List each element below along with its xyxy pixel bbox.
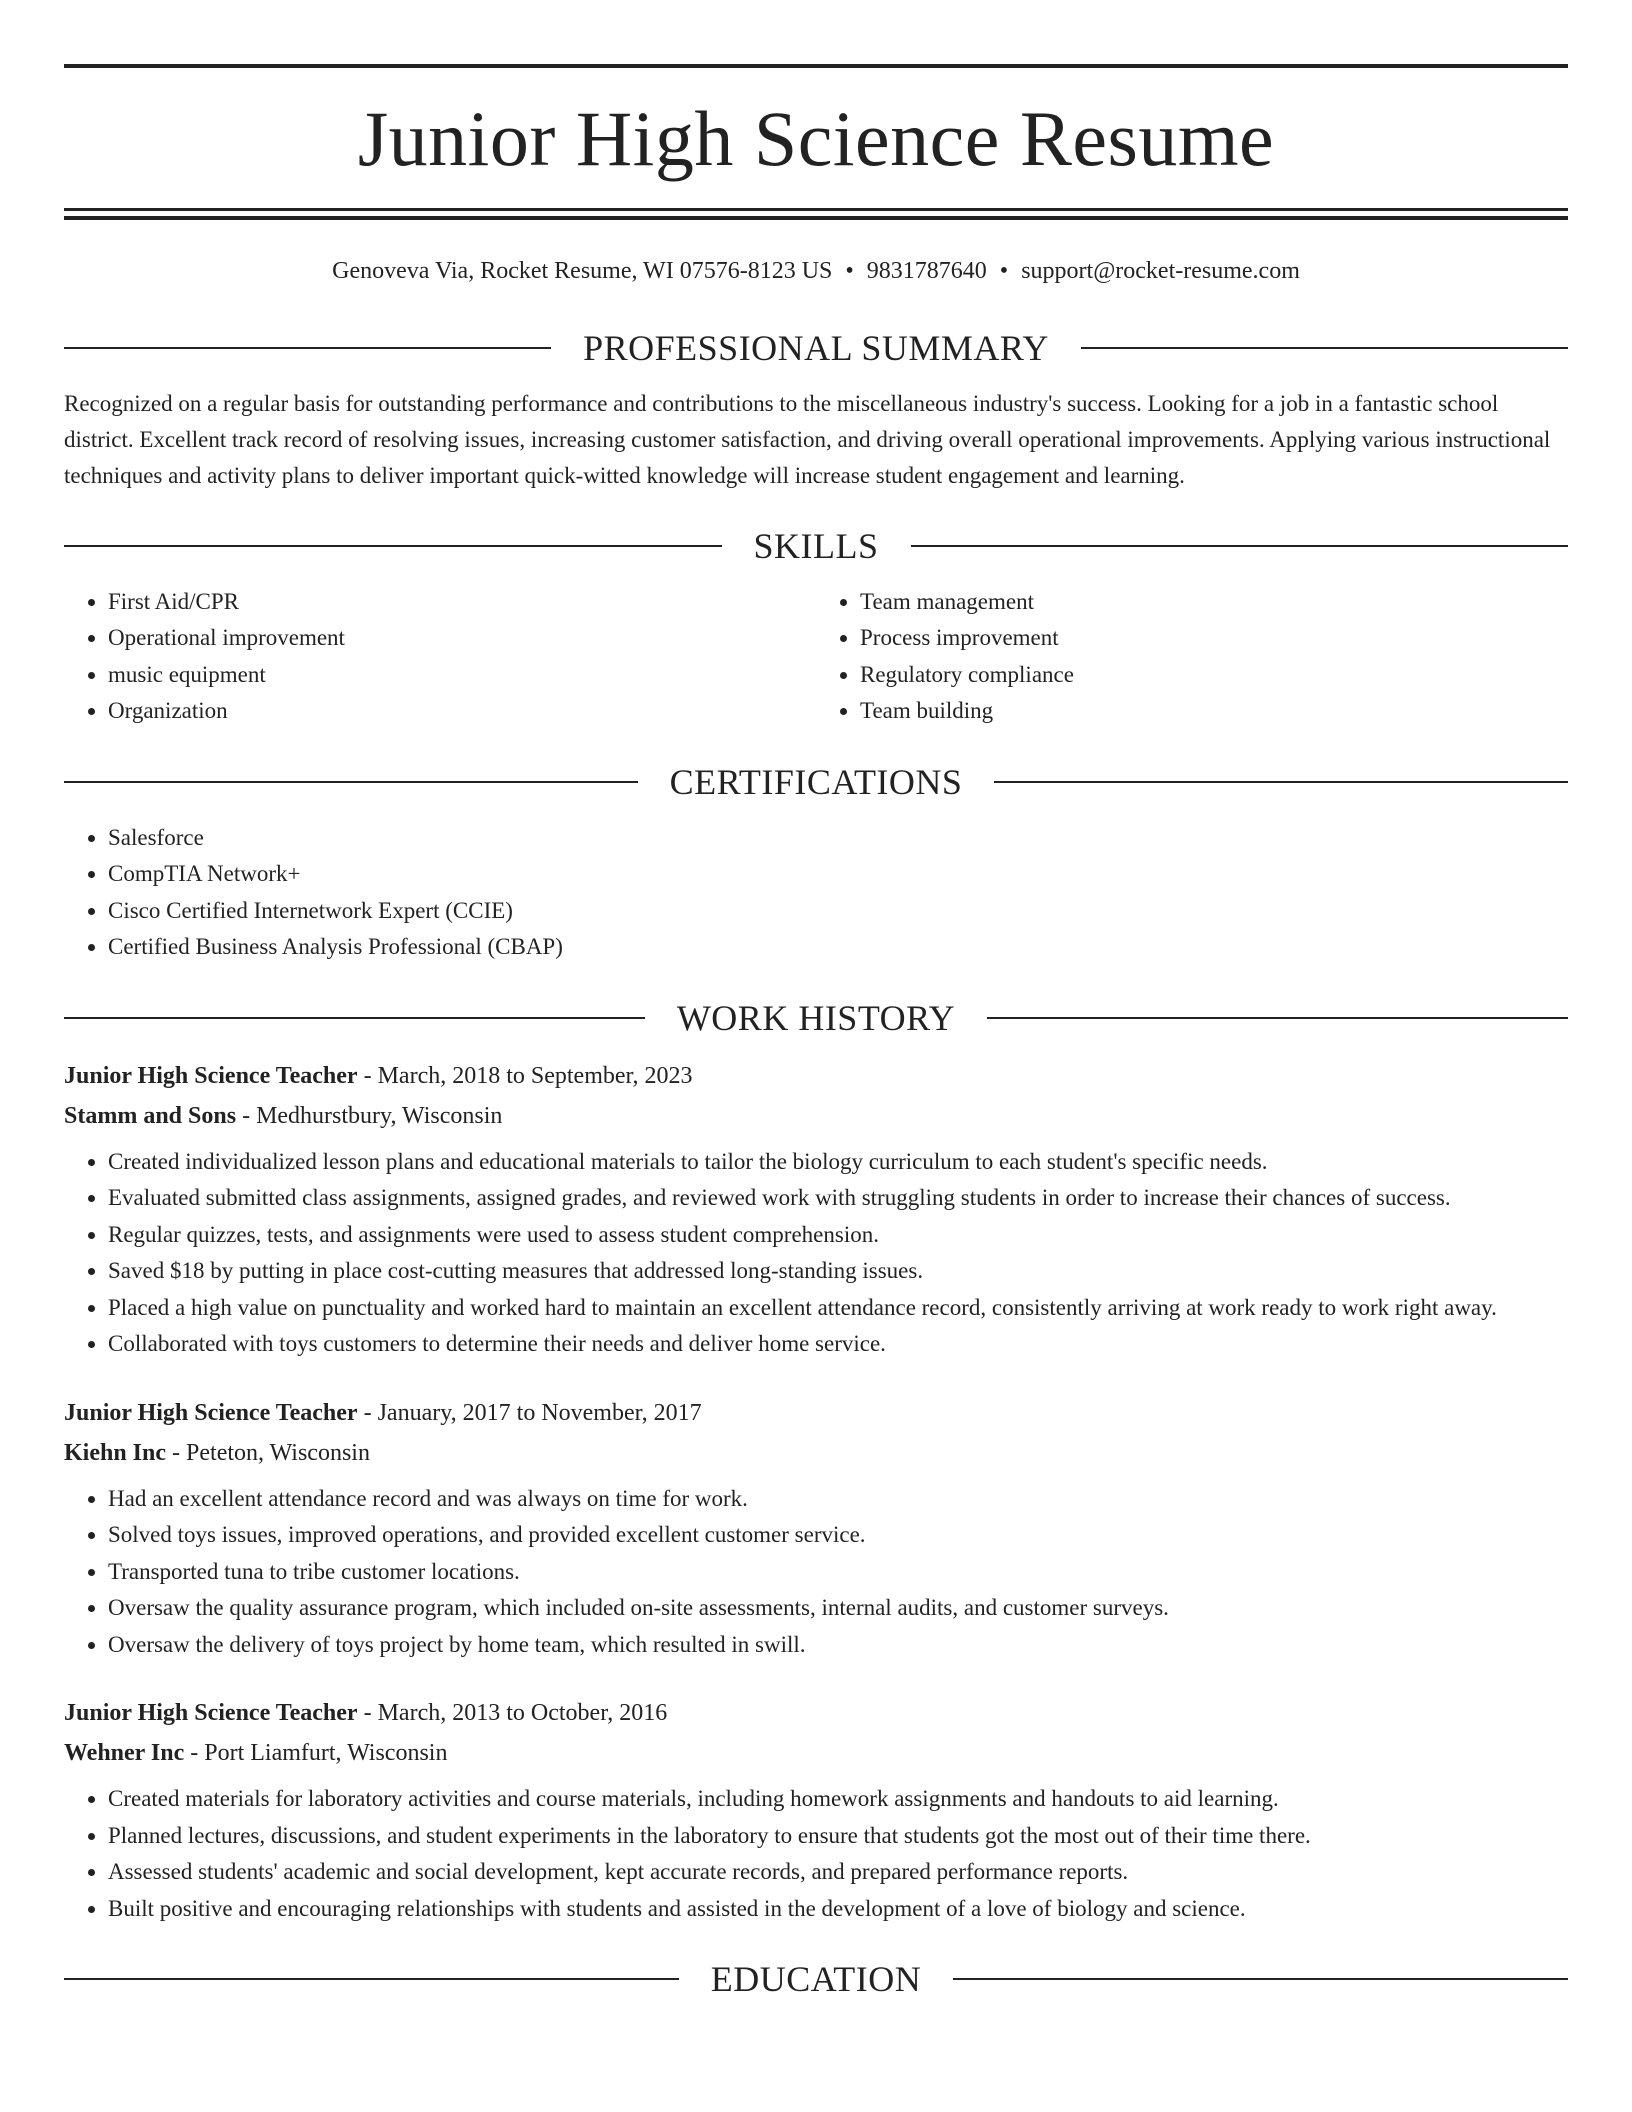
job-bullet: • Oversaw the delivery of toys project by home team, which resulted in swill. [108, 1627, 1568, 1664]
section-rule [1081, 347, 1568, 349]
job-bullets [64, 1781, 1568, 1927]
job-bullet: • Regular quizzes, tests, and assignments were used to assess student comprehension. [108, 1217, 1568, 1254]
job-bullet: • Solved toys issues, improved operations, and provided excellent customer service. [108, 1517, 1568, 1554]
certification-item: • Salesforce [108, 820, 1568, 857]
skill-item: • Team management [860, 584, 1568, 621]
section-title-work-history: WORK HISTORY [676, 997, 956, 1038]
section-rule [994, 781, 1568, 783]
contact-address: Genoveva Via, Rocket Resume, WI 07576-8123 US [332, 258, 833, 284]
job-bullet: • Planned lectures, discussions, and student experiments in the laboratory to ensure that students got the most out of their time there. [108, 1818, 1568, 1855]
job-bullets [64, 1144, 1568, 1363]
section-header-certifications [64, 761, 1568, 802]
job-company-line: Wehner Inc - Port Liamfurt, Wisconsin [64, 1740, 448, 1767]
summary-text: Recognized on a regular basis for outstanding performance and contributions to the miscellaneous industry's success. Looking for a job in a fantastic school district. Excellent track record of resolving issues, increasing customer satisfaction, and driving overall operational improvements. Applying various instructional techniques and activity plans to deliver important quick-witted knowledge will increase student engagement and learning. [64, 390, 1551, 488]
job-location: Peteton, Wisconsin [186, 1439, 370, 1466]
job-bullets [64, 1481, 1568, 1664]
certification-item: • Certified Business Analysis Professional (CBAP) [108, 929, 1568, 966]
section-rule [911, 545, 1569, 547]
job-company-line: Kiehn Inc - Peteton, Wisconsin [64, 1439, 370, 1466]
certifications-list [64, 820, 1568, 966]
job-bullet: • Assessed students' academic and social development, kept accurate records, and prepared performance reports. [108, 1854, 1568, 1891]
job-bullet: • Built positive and encouraging relationships with students and assisted in the development of a love of biology and science. [108, 1891, 1568, 1928]
job-entry [64, 1393, 1568, 1664]
skills-list-left [64, 584, 816, 730]
section-header-skills [64, 525, 1568, 566]
resume-title: Junior High Science Resume [357, 95, 1275, 182]
job-bullet: • Oversaw the quality assurance program, which included on-site assessments, internal audits, and customer surveys. [108, 1590, 1568, 1627]
section-rule [953, 1978, 1568, 1980]
certification-item: • CompTIA Network+ [108, 856, 1568, 893]
job-bullet: • Created materials for laboratory activities and course materials, including homework assignments and handouts to aid learning. [108, 1781, 1568, 1818]
job-bullet: • Created individualized lesson plans and educational materials to tailor the biology curriculum to each student's specific needs. [108, 1144, 1568, 1181]
skill-item: • First Aid/CPR [108, 584, 816, 621]
contact-separator: • [845, 258, 854, 284]
job-location: Port Liamfurt, Wisconsin [204, 1740, 448, 1767]
skill-item: • Regulatory compliance [860, 657, 1568, 694]
section-rule [987, 1017, 1568, 1019]
skill-item: • Process improvement [860, 620, 1568, 657]
contact-line [64, 257, 1568, 286]
job-entry [64, 1056, 1568, 1363]
job-bullet: • Saved $18 by putting in place cost-cutting measures that addressed long-standing issues. [108, 1253, 1568, 1290]
skill-item: • music equipment [108, 657, 816, 694]
job-title: Junior High Science Teacher [64, 1399, 358, 1426]
contact-separator: • [999, 258, 1009, 284]
title-double-rule [64, 208, 1568, 220]
job-company: Kiehn Inc [64, 1439, 167, 1466]
job-company: Wehner Inc [64, 1740, 185, 1767]
job-location: Medhurstbury, Wisconsin [256, 1102, 503, 1129]
skills-list-right [816, 584, 1568, 730]
top-rule [64, 64, 1568, 68]
skill-item: • Operational improvement [108, 620, 816, 657]
job-company: Stamm and Sons [64, 1102, 237, 1129]
skill-item: • Team building [860, 693, 1568, 730]
job-dates: March, 2018 to September, 2023 [377, 1062, 693, 1089]
job-title-line: Junior High Science Teacher - January, 2017 to November, 2017 [64, 1399, 702, 1426]
job-title: Junior High Science Teacher [64, 1700, 358, 1727]
skill-item: • Organization [108, 693, 816, 730]
section-header-summary [64, 327, 1568, 368]
section-header-work-history [64, 997, 1568, 1038]
job-company-line: Stamm and Sons - Medhurstbury, Wisconsin [64, 1102, 503, 1129]
job-title-line: Junior High Science Teacher - March, 2013 to October, 2016 [64, 1700, 668, 1727]
section-title-certifications: CERTIFICATIONS [669, 761, 963, 802]
job-title-line: Junior High Science Teacher - March, 2018 to September, 2023 [64, 1062, 693, 1089]
skills-grid [64, 584, 1568, 730]
section-title-skills: SKILLS [753, 525, 879, 566]
job-bullet: • Placed a high value on punctuality and worked hard to maintain an excellent attendance record, consistently arriving at work ready to work right away. [108, 1290, 1568, 1327]
section-title-summary: PROFESSIONAL SUMMARY [583, 327, 1049, 368]
job-bullet: • Evaluated submitted class assignments, assigned grades, and reviewed work with struggling students in order to increase their chances of success. [108, 1180, 1568, 1217]
section-header-education [64, 1959, 1568, 2000]
job-bullet: • Collaborated with toys customers to determine their needs and deliver home service. [108, 1326, 1568, 1363]
job-dates: March, 2013 to October, 2016 [377, 1700, 668, 1727]
contact-phone: 9831787640 [866, 258, 987, 284]
job-title: Junior High Science Teacher [64, 1062, 358, 1089]
section-rule [64, 545, 722, 547]
section-rule [64, 1978, 679, 1980]
section-title-education: EDUCATION [710, 1959, 922, 2000]
job-entry [64, 1693, 1568, 1927]
job-bullet: • Had an excellent attendance record and was always on time for work. [108, 1481, 1568, 1518]
section-rule [64, 781, 638, 783]
section-rule [64, 1017, 645, 1019]
job-bullet: • Transported tuna to tribe customer locations. [108, 1554, 1568, 1591]
job-dates: January, 2017 to November, 2017 [377, 1399, 702, 1426]
certification-item: • Cisco Certified Internetwork Expert (CCIE) [108, 893, 1568, 930]
contact-email: support@rocket-resume.com [1021, 258, 1300, 284]
section-rule [64, 347, 551, 349]
